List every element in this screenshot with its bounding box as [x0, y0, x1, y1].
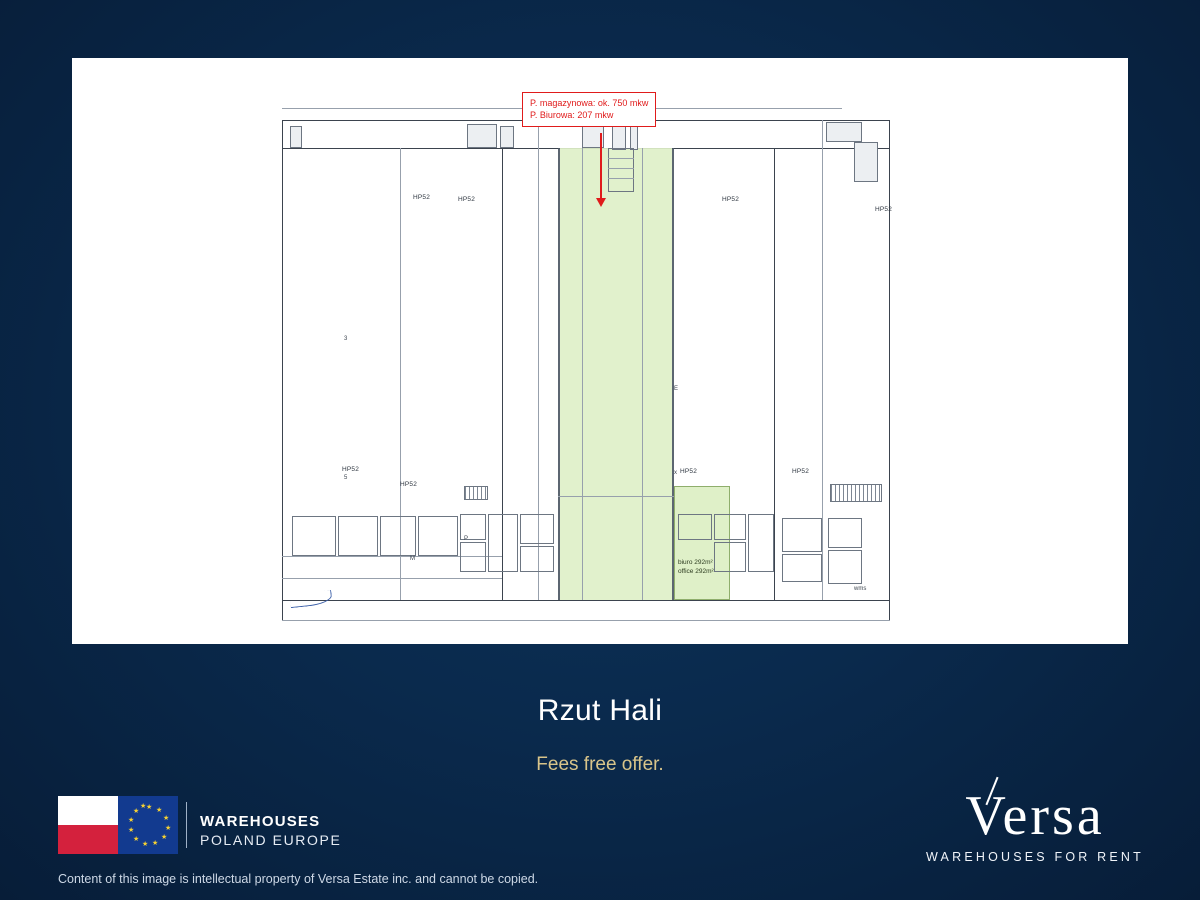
plan-detail	[292, 516, 336, 556]
hp-label: HP52	[342, 466, 360, 473]
plan-line	[774, 148, 775, 600]
stair-detail	[608, 148, 634, 192]
plan-detail	[520, 514, 554, 544]
plan-hatch	[830, 484, 882, 502]
plan-line	[608, 178, 634, 179]
poland-flag-icon	[58, 796, 118, 854]
plan-detail	[828, 518, 862, 548]
brand-line-2: POLAND EUROPE	[200, 832, 342, 848]
plan-detail	[488, 514, 518, 572]
hp-label: HP52	[680, 468, 698, 475]
plan-detail	[782, 554, 822, 582]
plan-detail	[380, 516, 416, 556]
page-subtitle: Fees free offer.	[536, 754, 664, 775]
leased-area-highlight	[558, 148, 674, 600]
plan-line	[608, 168, 634, 169]
plan-tiny-label: wms	[854, 586, 867, 592]
versa-logo-initial: V	[965, 785, 1003, 847]
plan-tiny-label: E	[674, 386, 679, 392]
callout-arrow-icon	[600, 133, 602, 199]
plan-line	[282, 578, 502, 579]
floorplan-drawing	[282, 86, 902, 616]
versa-logo-tagline: WAREHOUSES FOR RENT	[926, 850, 1144, 864]
plan-tiny-label: P	[464, 536, 469, 542]
plan-detail	[612, 124, 626, 150]
plan-detail	[854, 142, 878, 182]
brand-line-1: WAREHOUSES	[200, 813, 321, 830]
plan-detail	[678, 514, 712, 540]
brand-divider	[186, 802, 187, 848]
plan-line	[282, 120, 283, 620]
plan-line	[889, 120, 890, 620]
area-callout	[522, 92, 656, 127]
plan-tiny-label: 3	[344, 336, 348, 342]
office-area-label-en: office 292m²	[678, 568, 714, 576]
plan-detail	[520, 546, 554, 572]
plan-line	[282, 620, 890, 621]
brand-wordmark	[200, 813, 341, 848]
plan-detail	[338, 516, 378, 556]
callout-line-office: P. Biurowa: 207 mkw	[530, 110, 614, 121]
plan-detail	[714, 514, 746, 540]
hp-label: HP52	[413, 194, 431, 201]
plan-detail	[467, 124, 497, 148]
plan-detail	[828, 550, 862, 584]
eu-flag-icon	[118, 796, 178, 854]
versa-logo-word	[965, 786, 1104, 846]
versa-logo-rest: ersa	[1002, 785, 1105, 847]
hp-label: HP52	[458, 196, 476, 203]
plan-detail	[460, 542, 486, 572]
plan-tiny-label: 5	[344, 475, 348, 481]
plan-detail	[826, 122, 862, 142]
plan-line	[558, 496, 674, 497]
versa-logo	[926, 786, 1144, 864]
office-area-label	[678, 558, 714, 577]
page-title: Rzut Hali	[537, 694, 663, 727]
copyright-notice: Content of this image is intellectual property of Versa Estate inc. and cannot be copied.	[58, 872, 539, 886]
plan-tiny-label: M	[410, 556, 415, 562]
plan-line	[822, 120, 823, 600]
plan-detail	[714, 542, 746, 572]
floorplan-panel	[72, 58, 1128, 644]
hp-label: HP52	[792, 468, 810, 475]
signature-scribble	[289, 590, 332, 608]
plan-tiny-label: x	[674, 470, 677, 476]
eu-stars: ★ ★ ★ ★ ★ ★ ★ ★ ★ ★ ★ ★	[128, 803, 172, 848]
plan-line	[608, 158, 634, 159]
plan-detail	[630, 124, 638, 150]
hp-label: HP52	[400, 481, 418, 488]
plan-line	[642, 148, 643, 600]
plan-line	[282, 600, 890, 601]
flags-badge	[58, 796, 178, 854]
plan-detail	[748, 514, 774, 572]
plan-detail	[418, 516, 458, 556]
plan-detail	[290, 126, 302, 148]
plan-hatch	[464, 486, 488, 500]
hp-label: HP52	[875, 206, 893, 213]
hp-label: HP52	[722, 196, 740, 203]
plan-line	[582, 148, 583, 600]
plan-detail	[782, 518, 822, 552]
callout-line-warehouse: P. magazynowa: ok. 750 mkw	[530, 98, 649, 108]
plan-detail	[500, 126, 514, 148]
office-area-label-pl: biuro 292m²	[678, 559, 713, 566]
